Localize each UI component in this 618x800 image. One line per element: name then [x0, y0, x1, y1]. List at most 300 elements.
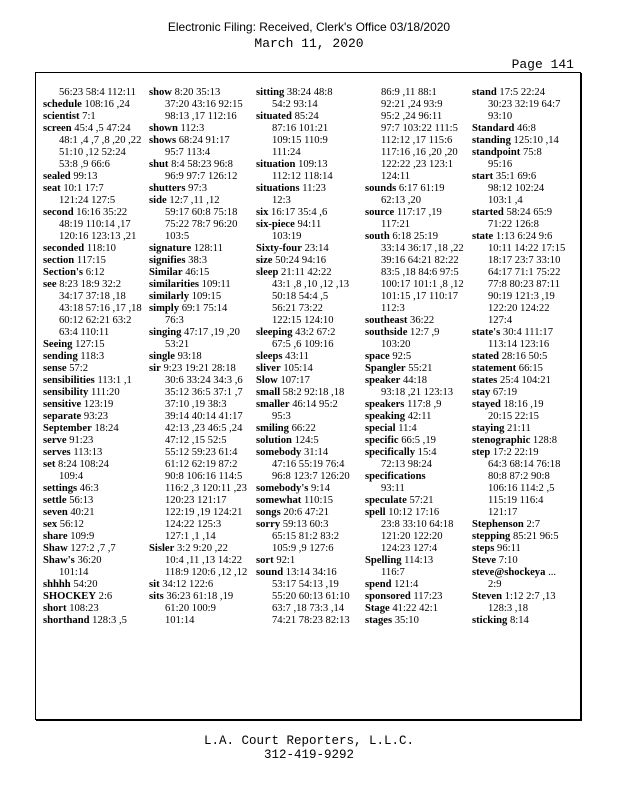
index-word: shorthand	[43, 615, 90, 626]
index-entry	[256, 135, 360, 147]
index-refs: 87:16 101:21	[272, 123, 329, 134]
index-entry	[365, 579, 469, 591]
index-refs: 59:13 60:3	[282, 519, 329, 530]
index-refs: 51:10 ,12 52:24	[59, 147, 126, 158]
index-refs: 45:4 ,5 47:24	[74, 123, 131, 134]
index-column-5	[472, 87, 576, 627]
index-word: sex	[43, 519, 58, 530]
index-word: serve	[43, 435, 67, 446]
index-refs: 128:11	[193, 243, 223, 254]
index-entry	[149, 243, 253, 255]
index-refs: 109:11	[201, 279, 231, 290]
index-refs: 97:7 103:22 111:5	[381, 123, 458, 134]
index-refs: 58:24 65:9	[506, 207, 553, 218]
index-refs: 41:22 42:1	[392, 603, 438, 614]
index-refs: 60:12 62:21 63:2	[59, 315, 132, 326]
index-entry	[256, 159, 360, 171]
index-word: spell	[365, 507, 386, 518]
index-entry	[472, 327, 576, 339]
index-word: signifies	[149, 255, 186, 266]
index-refs: 93:11	[381, 483, 405, 494]
index-word: SHOCKEY	[43, 591, 96, 602]
index-word: sounds	[365, 183, 397, 194]
index-word: seven	[43, 507, 68, 518]
index-entry	[149, 231, 253, 243]
index-refs: 55:12 59:23 61:4	[165, 447, 238, 458]
index-word: set	[43, 459, 56, 470]
index-entry	[43, 255, 147, 267]
index-entry	[472, 135, 576, 147]
index-refs: 8:24 108:24	[58, 459, 109, 470]
index-refs: 47:16 55:19 76:4	[272, 459, 345, 470]
index-refs: 100:17 101:1 ,8 ,12	[381, 279, 464, 290]
index-entry	[472, 483, 576, 495]
index-entry	[256, 171, 360, 183]
index-word: Standard	[472, 123, 515, 134]
index-refs: 95:3	[272, 411, 291, 422]
index-word: see	[43, 279, 57, 290]
index-word: stay	[472, 387, 491, 398]
index-refs: 127:15	[75, 339, 105, 350]
index-entry	[365, 99, 469, 111]
index-entry	[43, 435, 147, 447]
index-word: stayed	[472, 399, 501, 410]
index-refs: 11:23	[302, 183, 326, 194]
index-entry	[149, 123, 253, 135]
index-refs: 93:18 ,21 123:13	[381, 387, 454, 398]
index-refs: 124:11	[381, 171, 411, 182]
index-word: stepping	[472, 531, 511, 542]
index-word: sensibility	[43, 387, 89, 398]
index-refs: 6:18 25:19	[392, 231, 439, 242]
index-entry	[149, 519, 253, 531]
index-entry	[256, 591, 360, 603]
index-refs: 46:15	[185, 267, 210, 278]
index-word: Section's	[43, 267, 84, 278]
index-refs: 10:1 17:7	[63, 183, 104, 194]
index-word: songs	[256, 507, 281, 518]
index-word: September	[43, 423, 92, 434]
index-entry	[365, 495, 469, 507]
index-word: state's	[472, 327, 501, 338]
index-refs: 17:2 22:19	[492, 447, 539, 458]
index-entry	[472, 459, 576, 471]
index-refs: 6:17 61:19	[398, 183, 445, 194]
index-refs: 2:7	[526, 519, 541, 530]
index-refs: 10:12 17:16	[388, 507, 440, 518]
index-entry	[256, 411, 360, 423]
index-entry	[43, 507, 147, 519]
index-refs: 58:2 92:18 ,18	[282, 387, 345, 398]
index-refs: 92:21 ,24 93:9	[381, 99, 443, 110]
index-entry	[472, 519, 576, 531]
index-entry	[43, 135, 147, 147]
index-entry	[365, 267, 469, 279]
index-entry	[149, 219, 253, 231]
index-refs: 15:4	[417, 447, 437, 458]
index-refs: 20:6 47:21	[283, 507, 330, 518]
index-refs: 112:3	[381, 303, 405, 314]
index-word: six	[256, 207, 269, 218]
index-entry	[256, 447, 360, 459]
index-word: simply	[149, 303, 180, 314]
index-refs: 43:1 ,8 ,10 ,12 ,13	[272, 279, 350, 290]
index-entry	[256, 507, 360, 519]
index-refs: 83:5 ,18 84:6 97:5	[381, 267, 459, 278]
index-refs: 117:17 ,19	[396, 207, 442, 218]
index-entry	[472, 447, 576, 459]
index-entry	[149, 339, 253, 351]
index-word: serves	[43, 447, 71, 458]
page-number: Page 141	[511, 57, 574, 72]
index-refs: 38:3	[188, 255, 207, 266]
index-entry	[149, 207, 253, 219]
index-refs: 13:14 34:16	[285, 567, 337, 578]
index-refs: 112:3	[180, 123, 205, 134]
index-refs: 66:15	[518, 363, 543, 374]
index-refs: 64:17 71:1 75:22	[488, 267, 561, 278]
index-refs: 74:21 78:23 82:13	[272, 615, 350, 626]
index-word: similarities	[149, 279, 200, 290]
index-word: state	[472, 231, 494, 242]
index-refs: 111:24	[272, 147, 301, 158]
index-refs: 71:22 126:8	[488, 219, 539, 230]
index-entry	[472, 111, 576, 123]
index-word: Steve	[472, 555, 497, 566]
index-refs: 3:2 9:20 ,22	[176, 543, 228, 554]
index-refs: 30:23 32:19 64:7	[488, 99, 561, 110]
index-refs: 7:10	[498, 555, 518, 566]
index-refs: 9:23 19:21 28:18	[163, 363, 236, 374]
index-refs: 66:5 ,19	[401, 435, 436, 446]
index-refs: 75:8	[522, 147, 542, 158]
index-refs: 90:8 106:16 114:5	[165, 471, 243, 482]
index-refs: 80:8 87:2 90:8	[488, 471, 550, 482]
index-refs: 108:23	[69, 603, 99, 614]
index-refs: 66:22	[291, 423, 316, 434]
index-refs: 12:7 ,11 ,12	[169, 195, 220, 206]
index-entry	[149, 279, 253, 291]
index-entry	[149, 471, 253, 483]
index-entry	[43, 531, 147, 543]
index-refs: 98:12 102:24	[488, 183, 545, 194]
index-refs: 8:4 58:23 96:8	[171, 159, 233, 170]
index-word: shutters	[149, 183, 186, 194]
index-entry	[256, 219, 360, 231]
index-entry	[43, 375, 147, 387]
index-entry	[365, 135, 469, 147]
index-refs: 40:21	[70, 507, 95, 518]
index-word: start	[472, 171, 494, 182]
index-refs: 36:23 61:18 ,19	[166, 591, 234, 602]
index-refs: 23:8 33:10 64:18	[381, 519, 454, 530]
index-refs: 109:15 110:9	[272, 135, 328, 146]
index-refs: 90:19 121:3 ,19	[488, 291, 555, 302]
index-refs: 112:12 ,17 115:6	[381, 135, 453, 146]
index-refs: 56:12	[59, 519, 84, 530]
index-entry	[365, 531, 469, 543]
index-entry	[43, 555, 147, 567]
index-word: Sixty-four	[256, 243, 302, 254]
index-word: section	[43, 255, 75, 266]
index-entry	[149, 591, 253, 603]
index-word: separate	[43, 411, 82, 422]
index-refs: 28:16 50:5	[501, 351, 548, 362]
index-entry	[256, 315, 360, 327]
index-entry	[149, 195, 253, 207]
index-refs: 18:24	[94, 423, 119, 434]
index-entry	[365, 255, 469, 267]
index-word: specific	[365, 435, 399, 446]
index-refs: 37:20 43:16 92:15	[165, 99, 243, 110]
index-entry	[472, 531, 576, 543]
index-word: space	[365, 351, 390, 362]
index-refs: 92:1	[276, 555, 296, 566]
index-entry	[149, 315, 253, 327]
index-entry	[149, 435, 253, 447]
index-entry	[149, 171, 253, 183]
index-refs: 38:24 48:8	[286, 87, 333, 98]
index-entry	[472, 387, 576, 399]
index-entry	[472, 615, 576, 627]
index-entry	[365, 219, 469, 231]
index-refs: 8:20 35:13	[174, 87, 221, 98]
index-word: single	[149, 351, 175, 362]
index-entry	[43, 147, 147, 159]
index-word: standing	[472, 135, 511, 146]
index-entry	[256, 495, 360, 507]
index-refs: 42:13 ,23 46:5 ,24	[165, 423, 243, 434]
index-refs: 21:11	[507, 423, 531, 434]
index-entry	[365, 471, 469, 483]
index-refs: 1:12 2:7 ,13	[504, 591, 556, 602]
index-refs: 16:16 35:22	[76, 207, 128, 218]
index-refs: 97:3	[188, 183, 207, 194]
index-entry	[472, 291, 576, 303]
index-entry	[43, 207, 147, 219]
index-word: situated	[256, 111, 292, 122]
index-word: speaking	[365, 411, 406, 422]
index-refs: 48:19 110:14 ,17	[59, 219, 131, 230]
index-word: Similar	[149, 267, 183, 278]
index-refs: 72:13 98:24	[381, 459, 432, 470]
index-entry	[365, 231, 469, 243]
index-entry	[472, 495, 576, 507]
index-entry	[43, 579, 147, 591]
index-refs: 95:16	[488, 159, 513, 170]
index-refs: 85:21 96:5	[512, 531, 559, 542]
index-entry	[472, 411, 576, 423]
index-entry	[149, 423, 253, 435]
index-refs: 111:20	[91, 387, 120, 398]
index-refs: 65:15 81:2 83:2	[272, 531, 340, 542]
index-refs: 36:22	[410, 315, 435, 326]
index-word: Steven	[472, 591, 503, 602]
index-refs: 53:17 54:13 ,19	[272, 579, 339, 590]
index-refs: 95:2 ,24 96:11	[381, 111, 443, 122]
index-refs: 2:9	[488, 579, 502, 590]
index-entry	[472, 579, 576, 591]
index-entry	[149, 159, 253, 171]
index-word: spend	[365, 579, 392, 590]
index-entry	[43, 267, 147, 279]
index-refs: 34:12 122:6	[162, 579, 214, 590]
index-entry	[365, 399, 469, 411]
index-refs: 120:23 121:17	[165, 495, 227, 506]
index-entry	[43, 363, 147, 375]
index-refs: 16:17 35:4 ,6	[271, 207, 328, 218]
index-refs: 124:23 127:4	[381, 543, 438, 554]
index-word: source	[365, 207, 395, 218]
index-entry	[472, 543, 576, 555]
index-refs: 39:14 40:14 41:17	[165, 411, 243, 422]
index-refs: 113:13	[73, 447, 103, 458]
index-entry	[472, 555, 576, 567]
index-refs: 43:11	[285, 351, 309, 362]
index-entry	[256, 567, 360, 579]
index-refs: 98:13 ,17 112:16	[165, 111, 237, 122]
index-refs: 46:8	[517, 123, 536, 134]
index-refs: 57:2	[69, 363, 89, 374]
index-entry	[472, 399, 576, 411]
index-entry	[149, 603, 253, 615]
index-refs: 91:23	[69, 435, 94, 446]
index-entry	[365, 195, 469, 207]
index-word: sorry	[256, 519, 281, 530]
index-refs: 128:8	[532, 435, 558, 446]
index-entry	[149, 363, 253, 375]
index-word: shown	[149, 123, 178, 134]
index-entry	[365, 351, 469, 363]
index-word: sitting	[256, 87, 285, 98]
index-refs: 12:3	[272, 195, 291, 206]
index-refs: 36:20	[77, 555, 102, 566]
index-entry	[365, 243, 469, 255]
index-column-1	[43, 87, 147, 627]
index-entry	[149, 555, 253, 567]
index-refs: 63:4 110:11	[59, 327, 110, 338]
index-entry	[365, 519, 469, 531]
index-refs: 35:1 69:6	[495, 171, 537, 182]
index-refs: 53:8 ,9 66:6	[59, 159, 110, 170]
index-entry	[256, 87, 360, 99]
index-entry	[365, 111, 469, 123]
index-refs: 39:16 64:21 82:22	[381, 255, 459, 266]
index-refs: 18:16 ,19	[503, 399, 544, 410]
index-refs: 67:19	[492, 387, 518, 398]
index-word: sense	[43, 363, 67, 374]
index-entry	[43, 459, 147, 471]
index-refs: 61:20 100:9	[165, 603, 216, 614]
index-word: schedule	[43, 99, 82, 110]
index-word: short	[43, 603, 67, 614]
index-refs: 96:11	[497, 543, 521, 554]
index-entry	[149, 483, 253, 495]
index-refs: 109:9	[70, 531, 95, 542]
index-entry	[43, 603, 147, 615]
index-refs: 54:2 93:14	[272, 99, 318, 110]
index-entry	[256, 255, 360, 267]
index-refs: 122:22 ,23 123:1	[381, 159, 454, 170]
index-entry	[365, 183, 469, 195]
index-entry	[256, 327, 360, 339]
index-refs: 123:19	[83, 399, 114, 410]
index-entry	[256, 351, 360, 363]
index-word: Seeing	[43, 339, 73, 350]
index-refs: 56:13	[69, 495, 94, 506]
index-word: stages	[365, 615, 393, 626]
index-entry	[365, 159, 469, 171]
index-refs: 47:17 ,19 ,20	[184, 327, 240, 338]
index-refs: 56:23 58:4 112:11	[59, 87, 136, 98]
index-word: somebody's	[256, 483, 309, 494]
index-refs: 96:8 123:7 126:20	[272, 471, 350, 482]
index-entry	[365, 555, 469, 567]
index-refs: 107:17	[280, 375, 310, 386]
index-word: situations	[256, 183, 300, 194]
index-refs: 12:7 ,9	[410, 327, 440, 338]
index-refs: 99:13	[73, 171, 98, 182]
index-word: steve@shockeya	[472, 567, 546, 578]
index-entry	[472, 147, 576, 159]
index-word: steps	[472, 543, 495, 554]
index-entry	[256, 615, 360, 627]
index-entry	[472, 195, 576, 207]
index-entry	[472, 303, 576, 315]
index-entry	[149, 147, 253, 159]
index-entry	[43, 351, 147, 363]
index-entry	[43, 99, 147, 111]
index-entry	[365, 339, 469, 351]
index-entry	[43, 567, 147, 579]
index-word: settle	[43, 495, 67, 506]
index-word: specifications	[365, 471, 426, 482]
index-word: sound	[256, 567, 284, 578]
index-entry	[365, 591, 469, 603]
index-entry	[365, 207, 469, 219]
index-refs: 105:9 ,9 127:6	[272, 543, 334, 554]
index-entry	[256, 531, 360, 543]
index-refs: 121:20 122:20	[381, 531, 443, 542]
index-entry	[472, 87, 576, 99]
index-entry	[472, 231, 576, 243]
index-entry	[149, 303, 253, 315]
index-entry	[472, 159, 576, 171]
index-entry	[149, 87, 253, 99]
index-entry	[43, 387, 147, 399]
index-entry	[149, 507, 253, 519]
index-word: step	[472, 447, 491, 458]
index-refs: 103:20	[381, 339, 411, 350]
index-entry	[256, 579, 360, 591]
index-entry	[472, 123, 576, 135]
index-entry	[149, 183, 253, 195]
index-word: Sisler	[149, 543, 175, 554]
index-refs: 23:14	[304, 243, 329, 254]
index-word: Stephenson	[472, 519, 524, 530]
index-entry	[43, 495, 147, 507]
index-refs: 127:1 ,1 ,14	[165, 531, 216, 542]
index-entry	[472, 255, 576, 267]
index-entry	[43, 243, 147, 255]
index-refs: 11:4	[398, 423, 417, 434]
index-refs: 121:24 127:5	[59, 195, 116, 206]
index-refs: 85:24	[294, 111, 319, 122]
index-refs: 121:4	[394, 579, 419, 590]
index-entry	[43, 315, 147, 327]
index-refs: 103:19	[272, 231, 302, 242]
index-refs: 37:10 ,19 38:3	[165, 399, 227, 410]
